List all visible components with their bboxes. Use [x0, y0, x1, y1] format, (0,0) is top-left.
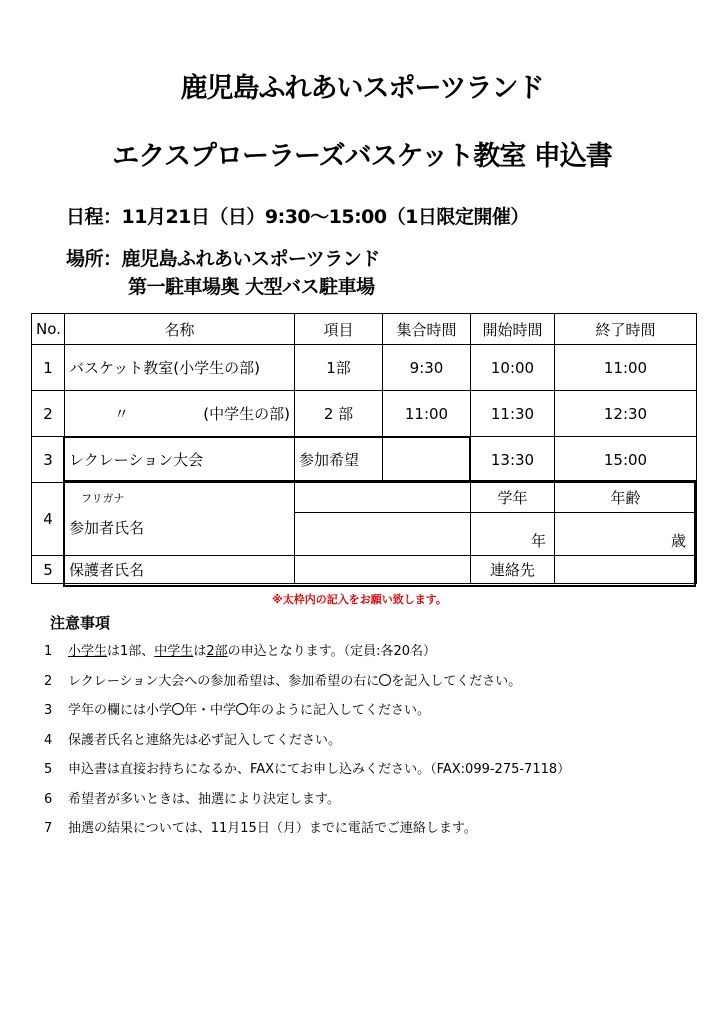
- header-no: No.: [32, 314, 65, 345]
- title-form: エクスプローラーズバスケット教室 申込書: [112, 141, 612, 172]
- list-item: [44, 703, 570, 733]
- note5-text: 申込書は直接お持ちになるか、FAXにてお申し込みください。（FAX:099-275-7118）: [68, 762, 571, 777]
- circle-icon: [379, 674, 391, 686]
- note7-text: 抽選の結果については、11月15日（月）までに電話でご連絡します。: [68, 821, 477, 836]
- note-number: 1: [44, 644, 53, 659]
- row1-item: 1部: [295, 345, 383, 391]
- age-label: 年齢: [555, 483, 697, 513]
- list-item: [44, 644, 570, 674]
- venue-line-1: 場所：鹿児島ふれあいスポーツランド: [66, 248, 380, 270]
- row2-no: 2: [32, 391, 65, 437]
- header-end-time: 終了時間: [555, 314, 697, 345]
- note-number: 7: [44, 821, 53, 836]
- note-number: 2: [44, 673, 53, 689]
- row2-end: 12:30: [555, 391, 697, 437]
- note1-part: は1部、: [107, 644, 155, 659]
- header-name: 名称: [65, 314, 295, 345]
- list-item: [44, 674, 570, 704]
- header-item: 項目: [295, 314, 383, 345]
- row2-name-cell: [65, 391, 295, 437]
- circle-icon: [236, 703, 248, 715]
- table-row: [32, 483, 697, 513]
- note1-part: の申込となります。（定員:各20名）: [227, 644, 436, 659]
- row2-gather: 11:00: [383, 391, 471, 437]
- notes-title: 注意事項: [50, 614, 111, 632]
- table-row: [32, 391, 697, 437]
- ditto-mark: 〃: [113, 405, 129, 423]
- list-item: [44, 792, 570, 822]
- contact-label: 連絡先: [471, 556, 555, 584]
- note-number: 3: [44, 703, 53, 718]
- note3-text: 年・中学: [184, 703, 237, 718]
- participant-name-field[interactable]: [295, 513, 471, 556]
- row3-end: 15:00: [555, 437, 697, 483]
- note1-junior: 中学生: [154, 644, 194, 659]
- table-row: [32, 345, 697, 391]
- row1-name: バスケット教室(小学生の部): [65, 345, 295, 391]
- participant-label: 参加者氏名: [65, 513, 295, 556]
- note1-elementary: 小学生: [68, 644, 108, 659]
- note3-text: 年のように記入してください。: [248, 703, 431, 718]
- venue-line-2: 第一駐車場奥 大型バス駐車場: [128, 276, 375, 298]
- list-item: [44, 733, 570, 763]
- header-start-time: 開始時間: [471, 314, 555, 345]
- list-item: [44, 821, 570, 851]
- table-row: [32, 513, 697, 556]
- grade-label: 学年: [471, 483, 555, 513]
- furigana-label: フリガナ: [81, 491, 125, 505]
- row1-start: 10:00: [471, 345, 555, 391]
- red-instruction-note: ※太枠内の記入をお願い致します。: [272, 593, 447, 606]
- row3-name: レクレーション大会: [65, 437, 295, 483]
- header-gather-time: 集合時間: [383, 314, 471, 345]
- row3-participation-field[interactable]: [383, 437, 471, 483]
- age-unit: 歳: [670, 532, 686, 550]
- note3-text: 学年の欄には小学: [68, 703, 173, 718]
- table-header-row: [32, 314, 697, 345]
- note2-text: を記入してください。: [391, 673, 522, 689]
- notes-list: [44, 644, 570, 851]
- row3-start: 13:30: [471, 437, 555, 483]
- row3-no: 3: [32, 437, 65, 483]
- table-row: [32, 556, 697, 584]
- note1-session2: 2部: [206, 644, 228, 659]
- table-row: [32, 437, 697, 483]
- note-number: 5: [44, 762, 53, 777]
- furigana-field[interactable]: [295, 483, 471, 513]
- row3-item: 参加希望: [295, 437, 383, 483]
- circle-icon: [172, 703, 184, 715]
- grade-field[interactable]: [471, 513, 555, 556]
- note1-part: は: [193, 644, 207, 659]
- row1-gather: 9:30: [383, 345, 471, 391]
- row1-no: 1: [32, 345, 65, 391]
- guardian-name-field[interactable]: [295, 556, 471, 584]
- note-number: 4: [44, 732, 53, 748]
- application-table: [31, 313, 697, 584]
- note2-text: レクレーション大会への参加希望は、参加希望の右に: [68, 673, 380, 689]
- grade-unit: 年: [530, 532, 546, 550]
- row2-item: 2 部: [295, 391, 383, 437]
- age-field[interactable]: [555, 513, 697, 556]
- note4-text: 保護者氏名と連絡先は必ず記入してください。: [68, 732, 342, 748]
- row2-start: 11:30: [471, 391, 555, 437]
- furigana-label-cell: [65, 483, 295, 513]
- guardian-label: 保護者氏名: [65, 556, 295, 584]
- note-number: 6: [44, 791, 53, 807]
- schedule-line: 日程：11月21日（日）9:30〜15:00（1日限定開催）: [66, 206, 529, 228]
- contact-field[interactable]: [555, 556, 697, 584]
- row1-end: 11:00: [555, 345, 697, 391]
- row2-name: (中学生の部): [203, 405, 290, 423]
- row5-no: 5: [32, 556, 65, 584]
- row4-no: 4: [32, 483, 65, 556]
- list-item: [44, 762, 570, 792]
- title-facility: 鹿児島ふれあいスポーツランド: [180, 73, 544, 104]
- note6-text: 希望者が多いときは、抽選により決定します。: [68, 791, 340, 807]
